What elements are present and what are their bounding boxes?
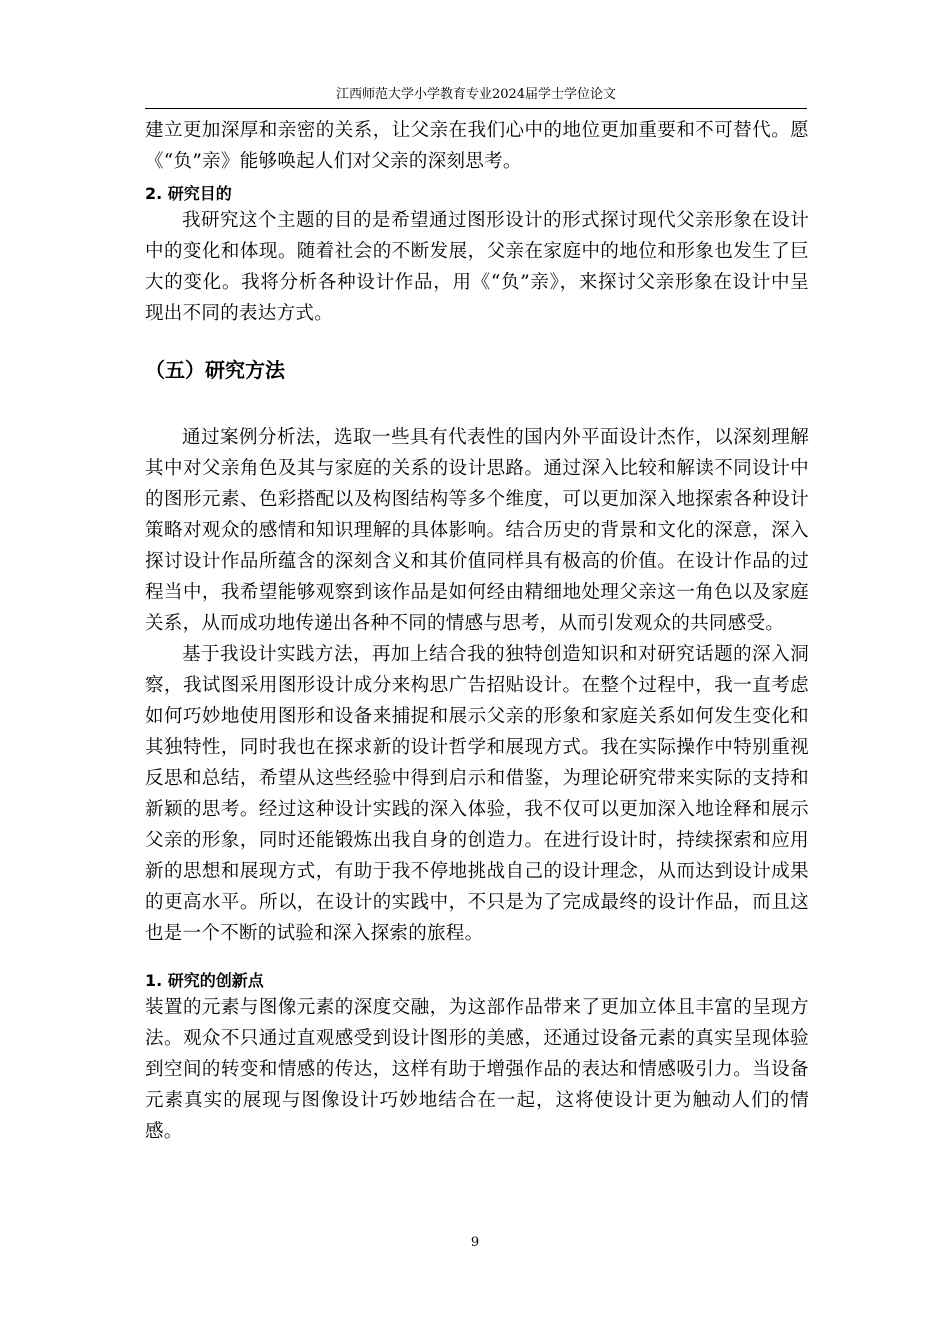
purpose-heading: 2. 研究目的 bbox=[145, 184, 232, 203]
innovation-paragraph: 装置的元素与图像元素的深度交融，为这部作品带来了更加立体且丰富的呈现方法。观众不只通过直观感受到设计图形的美感，还通过设备元素的真实呈现体验到空间的转变和情感的传达，这样有助于增强作品的表达和情感吸引力。当设备元素真实的展现与图像设计巧妙地结合在一起，这将使设计更为触动人们的情感。 bbox=[145, 997, 809, 1142]
purpose-block bbox=[145, 205, 809, 329]
section-title-methods: （五）研究方法 bbox=[145, 358, 285, 382]
methods-block bbox=[145, 422, 809, 949]
methods-paragraph-2: 基于我设计实践方法，再加上结合我的独特创造知识和对研究话题的深入洞察，我试图采用图形设计成分来构思广告招贴设计。在整个过程中，我一直考虑如何巧妙地使用图形和设备来捕捉和展示父亲的形象和家庭关系如何发生变化和其独特性，同时我也在探求新的设计哲学和展现方式。我在实际操作中特别重视反思和总结，希望从这些经验中得到启示和借鉴，为理论研究带来实际的支持和新颖的思考。经过这种设计实践的深入体验，我不仅可以更加深入地诠释和展示父亲的形象，同时还能锻炼出我自身的创造力。在进行设计时，持续探索和应用新的思想和展现方式，有助于我不停地挑战自己的设计理念，从而达到设计成果的更高水平。所以，在设计的实践中，不只是为了完成最终的设计作品，而且这也是一个不断的试验和深入探索的旅程。 bbox=[145, 644, 809, 944]
innovation-block bbox=[145, 992, 809, 1147]
header-divider bbox=[145, 108, 807, 109]
intro-continuation-block bbox=[145, 115, 809, 177]
innovation-heading: 1. 研究的创新点 bbox=[145, 971, 264, 990]
intro-continuation-paragraph: 建立更加深厚和亲密的关系，让父亲在我们心中的地位更加重要和不可替代。愿《“负”亲》能够唤起人们对父亲的深刻思考。 bbox=[145, 120, 809, 172]
running-header: 江西师范大学小学教育专业2024届学士学位论文 bbox=[335, 87, 617, 102]
page-number: 9 bbox=[470, 1235, 480, 1250]
methods-paragraph-1: 通过案例分析法，选取一些具有代表性的国内外平面设计杰作，以深刻理解其中对父亲角色及其与家庭的关系的设计思路。通过深入比较和解读不同设计中的图形元素、色彩搭配以及构图结构等多个维度，可以更加深入地探索各种设计策略对观众的感情和知识理解的具体影响。结合历史的背景和文化的深意，深入探讨设计作品所蕴含的深刻含义和其价值同样具有极高的价值。在设计作品的过程当中，我希望能够观察到该作品是如何经由精细地处理父亲这一角色以及家庭关系，从而成功地传递出各种不同的情感与思考，从而引发观众的共同感受。 bbox=[145, 427, 809, 634]
purpose-paragraph: 我研究这个主题的目的是希望通过图形设计的形式探讨现代父亲形象在设计中的变化和体现。随着社会的不断发展，父亲在家庭中的地位和形象也发生了巨大的变化。我将分析各种设计作品，用《“负”亲》，来探讨父亲形象在设计中呈现出不同的表达方式。 bbox=[145, 210, 809, 324]
